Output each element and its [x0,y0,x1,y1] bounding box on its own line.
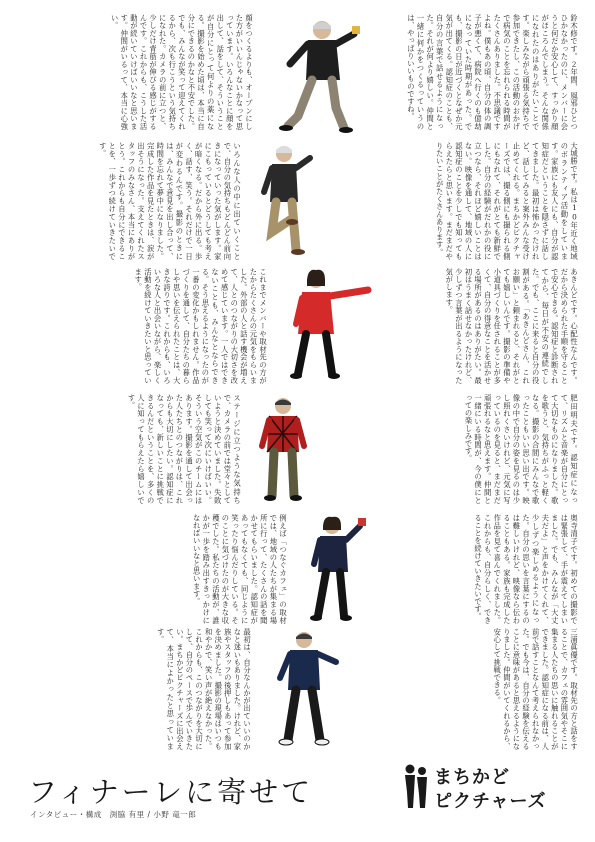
portrait-4 [250,394,316,504]
section-5-right-text [384,514,579,624]
section-row-5 [14,514,581,624]
section-1-right-paragraph: 鈴木修です。２年間、風邪ひとつひかなかったのに、メンバーに会うと何だか安心して、すっかり顔がほころんでしまう。そんな関係になれたのはありがたいことです。楽しみながら頑張る気持ちで参加できたし、この活動のおかげで病気のことを忘れられる時間がたくさんありました。不思議ですよね。僕もあの頃、自分の体の調子が悪くて、病院へ行くのも億劫になっていた時期があった。でも、撮影の日が近づくとなぜか元気が出てくる。認知症のことも、自分の言葉で話せるようになった。それが何より嬉しい。仲間と一緒に何かをつくるっていうのは、やっぱりいいものですね。 [406,14,579,130]
section-3-left-paragraph: これまでメンバーや取材先の方がたからたくさんの元気をもらいました。外部の人と話す機会が増えて、人とのつながりの大切さを改めて感じています。一人ではできないことも、みんなとならできる。そう思えるようになったのが一番の変化かもしれません。作品づくりを通して、自分たちの暮らしや思いを伝えられたことは、大きな誇りです。これからも、いろいろな人と出会いながら、楽しく活動を続けていきたいと思っています。 [134,268,268,384]
section-row-4 [14,394,581,504]
section-row-3 [14,268,581,384]
section-3-left-text [16,268,268,384]
section-4-right-text [386,394,579,504]
section-2-left-text [16,142,242,260]
section-5-left-paragraph: 例えば「つなぐカフェ」の取材では、地域の人たちが集まる場所に行って、たくさんの話を聞かせてもらいました。認知症があってもなくても、同じように笑ったり悩んだりしている。そのことに気づけたのが大きな収穫でした。私たちの活動が、誰かが一歩を踏み出すきっかけになればいいなと思います。 [192,514,288,624]
portrait-3 [276,268,386,384]
section-6-left-text [16,628,252,750]
section-5-left-text [16,514,288,624]
section-1-right-text [390,14,579,130]
page-title: フィナーレに寄せて [28,775,314,809]
section-row-6 [14,628,581,750]
section-4-left-paragraph: ステージに立つような気持ちで、カメラの前では堂々としていようと決めていました。失敗しても笑って次にいけばいい。そういう空気がこのチームにはあります。撮影を通して出会った人たちとのつながりは、これからも大切にしたい。認知症になっても、新しいことに挑戦できるんだということを、多くの人に知ってもらえたら嬉しいです。 [127,394,242,504]
section-row-2 [14,142,581,260]
section-6-left-paragraph: 最初は、自分なんかが出ていいのかなと迷いもありました。けれど、家族やスタッフの後押しもあって参加を決めました。撮影の現場はいつも和やかで、笑い声が絶えなかった。これからも、このつながりを大切にして、自分のペースで歩んでいきたい。まちかどピクチャーズに出会えて、本当によかったと思っています。 [156,628,252,750]
portrait-6 [264,628,350,750]
section-3-right-paragraph: あきんどです。心配性なんです。だから決められた手順を守ることで安心できる。認知症と診断されてから、毎日が不安の連続でした。でも、ここに来ると自分の役割がある。「あきんどさん、これお願い」と頼まれると、それがとても嬉しいんです。撮影の準備や小道具づくりを任されることが多くて、自分の得意なことを活かせる場所があるのはありがたい。最初はうまく話せなかったけれど、少しずつ言葉が出るようになった気がします。 [445,268,579,384]
section-4-right-paragraph: 肥田明夫です。認知症になって、リズムと音楽が自分にとって大切なものになりました。歌を歌うと、気持ちがふっと軽くなる。撮影の合間にみんなで歌ったこともいい思い出です。映像の中で自分の姿を見るのは少し照れくさいけれど、元気に写っているのを見ると、まだまだ頑張れるなと思えます。仲間と一緒にいる時間が、今の僕にとっての楽しみです。 [464,394,579,504]
section-6-right-paragraph: 三浦眞優です。取材先の方と話をすることで、カフェの雰囲気やそこに集まる人たちの思いに触れることができました。認知症になる前は、人前で話すことなんて考えられなかった。でも今は、自分の経験を伝えることに意味があると思えるようになりました。仲間がいてくれるから、安心して挑戦できる。 [493,628,579,750]
section-4-left-text [16,394,242,504]
portrait-5 [300,514,376,624]
logo-text-line1: まちかど [434,767,510,788]
portrait-1 [266,16,378,134]
section-2-right-text [330,142,579,260]
section-6-right-text [360,628,579,750]
credits: インタビュー・構成 渕脇 有里 / 小野 竜一郎 [30,810,197,819]
section-5-right-paragraph: 奥寺清子です。初めての撮影では緊張して、手が震えてしまいました。でも、みんなが「大丈夫だよ」と声をかけてくれて、少しずつ楽しめるようになった。自分の思いを言葉にするのは難しいけれど、映像なら伝わることもある。家族も完成した作品を見て喜んでくれました。これからも、自分らしく、できることを続けていきたいです。 [474,514,579,624]
section-1-left-text [16,14,254,130]
portrait-2 [250,142,322,258]
section-row-1 [14,14,581,130]
section-1-left-paragraph: 顔をつくるよりも、オープンにした方がいいんじゃないかなって思っています。いろんなことに顔を出して、話をして、そういうことが自分にとって何よりの薬になる。撮影を始めた頃は、本当に自分にできるのかなと不安でした。でも、みんなが笑って迎えてくれるから、次も行こうという気持ちになれた。カメラの前に立つと、少しだけ背筋が伸びる感じがするんです。これからも、こうした活動が続いていけばいいなと思います。仲間がいるって、本当に心強い。 [110,14,254,130]
logo-people-icon [402,762,430,810]
section-2-left-paragraph: いろんな人の中に出ていくことで、自分の気持ちもどんどん前向きになっていった気がします。家にこもっているとどうしても考えが暗くなる。だから外に出る。歩く、話す、笑う。それだけで一日が変わるんです。撮影のときには、みんなで意見を出し合って、時間を忘れて夢中になりました。完成した作品を見たときは、涙が出そうになった。支えてくれたスタッフのみなさん、本当にありがとう。これからも自分にできることを、一歩ずつ続けていきたいです。 [98,142,242,260]
section-2-right-paragraph: 大城勝です。私は10年近く地域のボランティア活動をしています。家族にも友人にも、自分が認知症だということを隠さずに話してきました。最初は怖かったけれど、話してみると案外みんな受け止めてくれる。まちかどピクチャーズでは、撮る側にも撮られる側にもなれて、それがとても新鮮でした。自分の経験がだれかの役に立つなら、それほど嬉しいことはない。映像を通して、地域の人に認知症のことを少しでも知ってもらえたらと思います。まだまだやりたいことがたくさんあります。 [435,142,579,260]
logo-text-line2: ピクチャーズ [434,791,547,812]
section-3-right-text [394,268,579,384]
